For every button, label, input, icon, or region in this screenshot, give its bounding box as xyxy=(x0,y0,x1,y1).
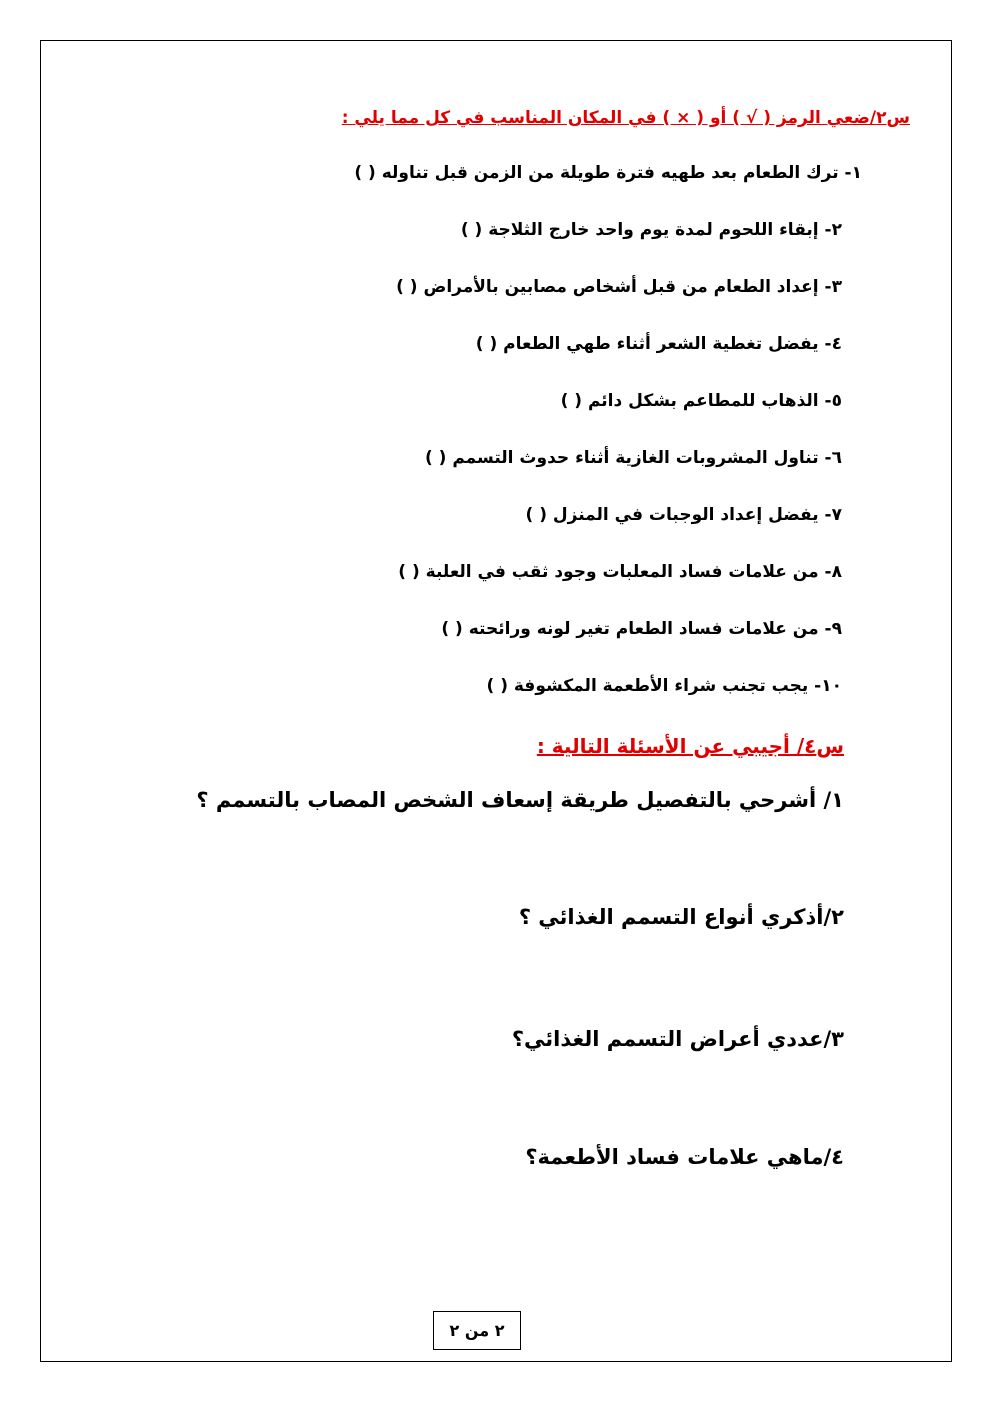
section2-item-2: ٢- إبقاء اللحوم لمدة يوم واحد خارج الثلاجة ( ) xyxy=(460,220,842,240)
section4-heading: س٤/ أجيبي عن الأسئلة التالية : xyxy=(536,734,844,758)
section2-item-1: ١- ترك الطعام بعد طهيه فترة طويلة من الزمن قبل تناوله ( ) xyxy=(354,163,862,183)
section4-question-3: ٣/عددي أعراض التسمم الغذائي؟ xyxy=(511,1027,844,1051)
section4-question-4: ٤/ماهي علامات فساد الأطعمة؟ xyxy=(525,1145,844,1169)
section2-item-7: ٧- يفضل إعداد الوجبات في المنزل ( ) xyxy=(525,505,842,525)
page-number-box xyxy=(433,1311,521,1350)
page-number: ٢ من ٢ xyxy=(449,1321,505,1340)
section2-item-10: ١٠- يجب تجنب شراء الأطعمة المكشوفة ( ) xyxy=(486,676,842,696)
section2-item-5: ٥- الذهاب للمطاعم بشكل دائم ( ) xyxy=(560,391,842,411)
section2-item-4: ٤- يفضل تغطية الشعر أثناء طهي الطعام ( ) xyxy=(475,334,842,354)
section2-item-6: ٦- تناول المشروبات الغازية أثناء حدوث التسمم ( ) xyxy=(424,448,842,468)
section2-heading: س٢/ضعي الرمز ( √ ) أو ( × ) في المكان المناسب في كل مما يلي : xyxy=(341,108,910,128)
section2-item-3: ٣- إعداد الطعام من قبل أشخاص مصابين بالأمراض ( ) xyxy=(396,277,842,297)
section2-item-9: ٩- من علامات فساد الطعام تغير لونه ورائحته ( ) xyxy=(441,619,842,639)
section2-item-8: ٨- من علامات فساد المعلبات وجود ثقب في العلبة ( ) xyxy=(398,562,842,582)
section4-question-1: ١/ أشرحي بالتفصيل طريقة إسعاف الشخص المصاب بالتسمم ؟ xyxy=(196,788,844,812)
section4-question-2: ٢/أذكري أنواع التسمم الغذائي ؟ xyxy=(518,905,844,929)
